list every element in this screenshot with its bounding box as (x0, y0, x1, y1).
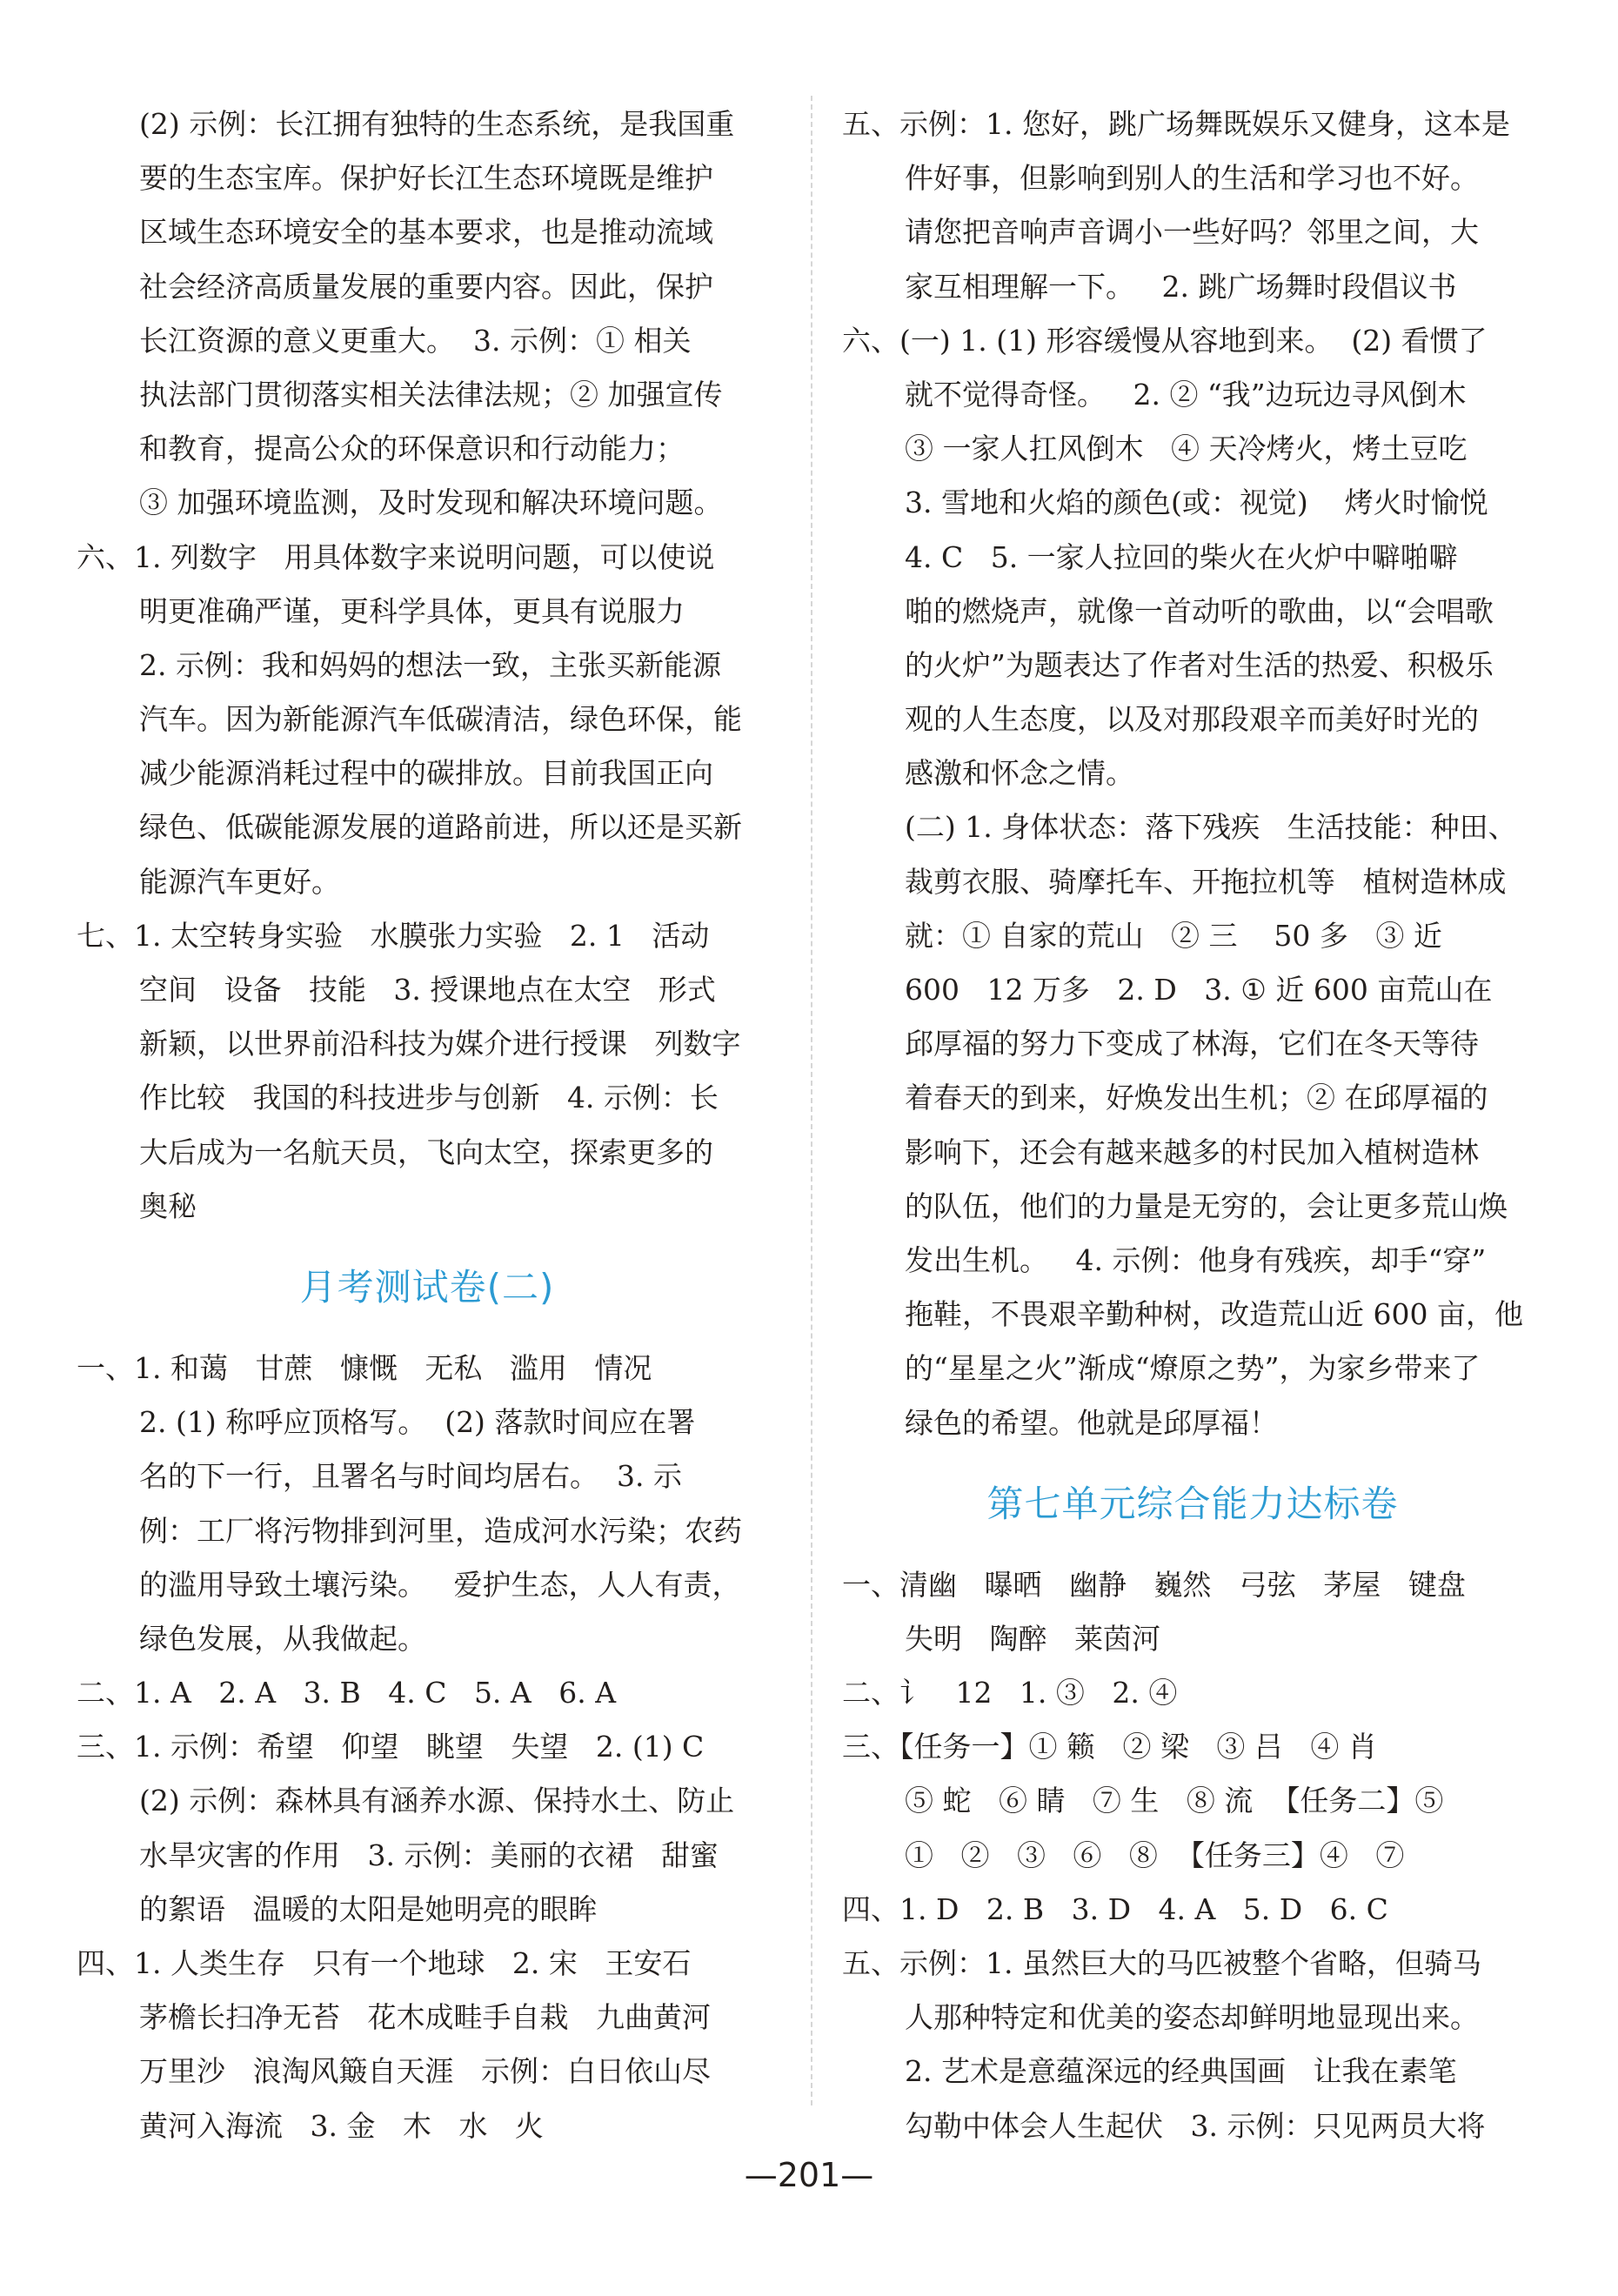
part-3-answer: 三、【任务一】① 籁 ② 梁 ③ 吕 ④ 肖 (842, 1730, 1377, 1764)
text-line: 人那种特定和优美的姿态却鲜明地显现出来。 (905, 2000, 1479, 2035)
part-1-answer: 一、1. 和蔼 甘蔗 慷慨 无私 滥用 情况 (77, 1350, 652, 1385)
part-4-answer: 四、1. D 2. B 3. D 4. A 5. D 6. C (842, 1891, 1388, 1926)
section-heading-monthly-test-2: 月考测试卷(二) (299, 1265, 555, 1309)
text-line: 要的生态宝库。保护好长江生态环境既是维护 (139, 161, 713, 196)
text-line: 件好事，但影响到别人的生活和学习也不好。 (905, 161, 1479, 196)
text-line: 的火炉”为题表达了作者对生活的热爱、积极乐 (905, 647, 1494, 682)
text-line: 区域生态环境安全的基本要求，也是推动流域 (139, 215, 713, 250)
text-line: 着春天的到来，好焕发出生机；② 在邱厚福的 (905, 1081, 1488, 1115)
text-line: 发出生机。 4. 示例：他身有残疾，却手“穿” (905, 1242, 1487, 1277)
text-line: 执法部门贯彻落实相关法律法规；② 加强宣传 (139, 377, 723, 412)
right-column (842, 97, 1543, 2153)
text-line: ③ 加强环境监测，及时发现和解决环境问题。 (139, 485, 723, 520)
part-2-answer: 二、讠 12 1. ③ 2. ④ (842, 1676, 1178, 1710)
text-line: 绿色的希望。他就是邱厚福！ (905, 1405, 1278, 1440)
section-6-answer: 六、1. 列数字 用具体数字来说明问题，可以使说 (77, 539, 715, 574)
text-line: (2) 示例：长江拥有独特的生态系统，是我国重 (139, 107, 735, 141)
text-line: (2) 示例：森林具有涵养水源、保持水土、防止 (139, 1784, 735, 1818)
text-line: 空间 设备 技能 3. 授课地点在太空 形式 (139, 973, 716, 1007)
text-line: 2. 示例：我和妈妈的想法一致，主张买新能源 (139, 647, 721, 682)
text-line: 例：工厂将污物排到河里，造成河水污染；农药 (139, 1513, 742, 1548)
text-line: 新颖，以世界前沿科技为媒介进行授课 列数字 (139, 1027, 741, 1061)
text-line: 4. C 5. 一家人拉回的柴火在火炉中噼啪噼 (905, 539, 1458, 574)
text-line: 观的人生态度，以及对那段艰辛而美好时光的 (905, 702, 1479, 737)
text-line: 汽车。因为新能源汽车低碳清洁，绿色环保，能 (139, 702, 742, 737)
part-1-answer: 一、清幽 曝晒 幽静 巍然 弓弦 茅屋 键盘 (842, 1567, 1466, 1602)
text-line: 黄河入海流 3. 金 木 水 火 (139, 2108, 544, 2143)
text-line: 请您把音响声音调小一些好吗？邻里之间，大 (905, 215, 1479, 250)
text-line: 2. 艺术是意蕴深远的经典国画 让我在素笔 (905, 2054, 1457, 2089)
text-line: 啪的燃烧声，就像一首动听的歌曲，以“会唱歌 (905, 593, 1494, 628)
text-line: 勾勒中体会人生起伏 3. 示例：只见两员大将 (905, 2108, 1486, 2143)
text-line: 邱厚福的努力下变成了林海，它们在冬天等待 (905, 1027, 1479, 1061)
text-line: 和教育，提高公众的环保意识和行动能力； (139, 432, 685, 466)
text-line: 的滥用导致土壤污染。 爱护生态，人人有责， (139, 1567, 741, 1602)
text-line: 裁剪衣服、骑摩托车、开拖拉机等 植树造林成 (905, 864, 1507, 899)
text-line: 2. (1) 称呼应顶格写。 (2) 落款时间应在署 (139, 1405, 696, 1440)
text-line: 就：① 自家的荒山 ② 三 50 多 ③ 近 (905, 918, 1442, 953)
text-line: 减少能源消耗过程中的碳排放。目前我国正向 (139, 756, 713, 791)
text-line: 拖鞋，不畏艰辛勤种树，改造荒山近 600 亩，他 (905, 1297, 1523, 1332)
text-line: ⑤ 蛇 ⑥ 睛 ⑦ 生 ⑧ 流 【任务二】⑤ (905, 1784, 1444, 1818)
part-4-answer: 四、1. 人类生存 只有一个地球 2. 宋 王安石 (77, 1946, 692, 1980)
text-line: 能源汽车更好。 (139, 864, 340, 899)
text-line: (二) 1. 身体状态：落下残疾 生活技能：种田、 (905, 810, 1517, 845)
text-line: 就不觉得奇怪。 2. ② “我”边玩边寻风倒木 (905, 377, 1467, 412)
part-5-answer: 五、示例：1. 虽然巨大的马匹被整个省略，但骑马 (842, 1946, 1481, 1980)
text-line: 茅檐长扫净无苔 花木成畦手自栽 九曲黄河 (139, 2000, 711, 2035)
text-line: 影响下，还会有越来越多的村民加入植树造林 (905, 1135, 1479, 1169)
text-line: 感激和怀念之情。 (905, 756, 1134, 791)
text-line: 3. 雪地和火焰的颜色(或：视觉) 烤火时愉悦 (905, 485, 1488, 520)
text-line: 600 12 万多 2. D 3. ① 近 600 亩荒山在 (905, 973, 1493, 1007)
text-line: ① ② ③ ⑥ ⑧ 【任务三】④ ⑦ (905, 1837, 1405, 1872)
text-line: 的絮语 温暖的太阳是她明亮的眼眸 (139, 1891, 598, 1926)
part-6-answer: 六、(一) 1. (1) 形容缓慢从容地到来。 (2) 看惯了 (842, 323, 1488, 358)
text-line: 大后成为一名航天员，飞向太空，探索更多的 (139, 1135, 713, 1169)
text-line: 家互相理解一下。 2. 跳广场舞时段倡议书 (905, 269, 1457, 304)
text-line: 奥秘 (139, 1188, 197, 1223)
text-line: 名的下一行，且署名与时间均居右。 3. 示 (139, 1459, 682, 1494)
part-2-answer: 二、1. A 2. A 3. B 4. C 5. A 6. A (77, 1676, 617, 1710)
part-5-answer: 五、示例：1. 您好，跳广场舞既娱乐又健身，这本是 (842, 107, 1510, 141)
text-line: 绿色、低碳能源发展的道路前进，所以还是买新 (139, 810, 742, 845)
text-line: 社会经济高质量发展的重要内容。因此，保护 (139, 269, 713, 304)
text-line: 作比较 我国的科技进步与创新 4. 示例：长 (139, 1081, 719, 1115)
section-7-answer: 七、1. 太空转身实验 水膜张力实验 2. 1 活动 (77, 918, 710, 953)
text-line: 的队伍，他们的力量是无穷的，会让更多荒山焕 (905, 1188, 1508, 1223)
text-line: 绿色发展，从我做起。 (139, 1621, 426, 1656)
section-heading-unit-7-test: 第七单元综合能力达标卷 (986, 1482, 1399, 1525)
text-line: 明更准确严谨，更科学具体，更具有说服力 (139, 593, 685, 628)
left-column (77, 97, 778, 2153)
text-line: ③ 一家人扛风倒木 ④ 天冷烤火，烤土豆吃 (905, 432, 1468, 466)
page-number: —201— (744, 2156, 874, 2194)
text-line: 失明 陶醉 莱茵河 (905, 1621, 1160, 1656)
text-line: 万里沙 浪淘风簸自天涯 示例：白日依山尽 (139, 2054, 711, 2089)
column-divider (811, 96, 812, 2105)
part-3-answer: 三、1. 示例：希望 仰望 眺望 失望 2. (1) C (77, 1730, 705, 1764)
text-line: 的“星星之火”渐成“燎原之势”，为家乡带来了 (905, 1351, 1481, 1386)
text-line: 水旱灾害的作用 3. 示例：美丽的衣裙 甜蜜 (139, 1837, 719, 1872)
text-line: 长江资源的意义更重大。 3. 示例：① 相关 (139, 323, 692, 358)
